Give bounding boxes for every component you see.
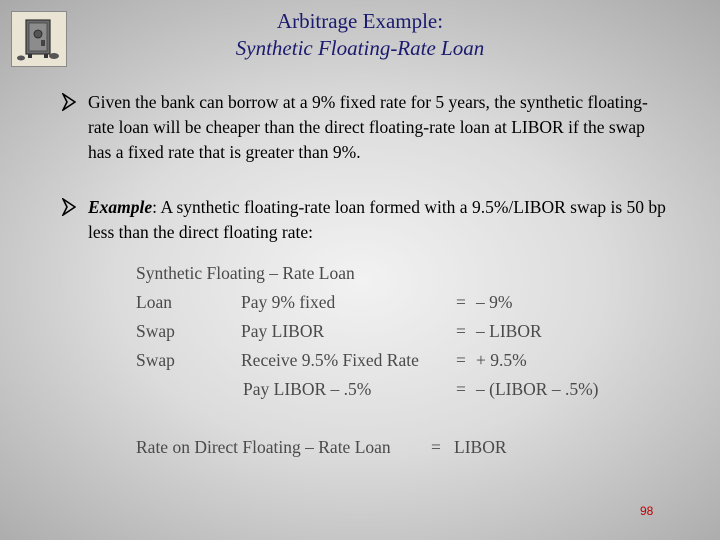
row-3-eq: =	[456, 350, 466, 370]
row-2-value: – LIBOR	[476, 321, 542, 341]
row-1-eq: =	[456, 292, 466, 312]
row-3-action: Receive 9.5% Fixed Rate	[241, 350, 419, 370]
row-1-action: Pay 9% fixed	[241, 292, 336, 312]
bullet-2-body: : A synthetic floating-rate loan formed with a 9.5%/LIBOR swap is 50 bp less than the direct floating rate:	[88, 197, 666, 242]
slide-title	[0, 8, 720, 62]
slide-title-line2: Synthetic Floating-Rate Loan	[235, 36, 485, 60]
direct-rate-value: LIBOR	[454, 437, 507, 457]
row-4-action: Pay LIBOR – .5%	[243, 379, 372, 399]
row-1-label: Loan	[136, 292, 172, 312]
row-4-eq: =	[456, 379, 466, 399]
arrow-bullet-icon	[62, 198, 76, 216]
page-number: 98	[640, 504, 654, 518]
row-4-value: – (LIBOR – .5%)	[476, 379, 599, 399]
slide-title-line1: Arbitrage Example:	[276, 9, 444, 33]
row-2-label: Swap	[136, 321, 175, 341]
row-3-value: + 9.5%	[476, 350, 527, 370]
table-heading: Synthetic Floating – Rate Loan	[136, 263, 355, 283]
arrow-bullet-icon	[62, 93, 76, 111]
direct-rate-label: Rate on Direct Floating – Rate Loan	[136, 437, 391, 457]
bullet-2	[62, 195, 672, 245]
row-2-action: Pay LIBOR	[241, 321, 325, 341]
bullet-2-text	[88, 195, 672, 245]
row-1-value: – 9%	[476, 292, 513, 312]
row-2-eq: =	[456, 321, 466, 341]
bullet-1-text: Given the bank can borrow at a 9% fixed rate for 5 years, the synthetic floating-rate loan will be cheaper than the direct floating-rate loan at LIBOR if the swap has a fixed rate that is greater than 9%.	[88, 92, 648, 162]
example-emphasis: Example	[88, 197, 153, 217]
direct-rate-eq: =	[431, 437, 441, 457]
row-3-label: Swap	[136, 350, 175, 370]
bullet-1	[62, 90, 672, 165]
